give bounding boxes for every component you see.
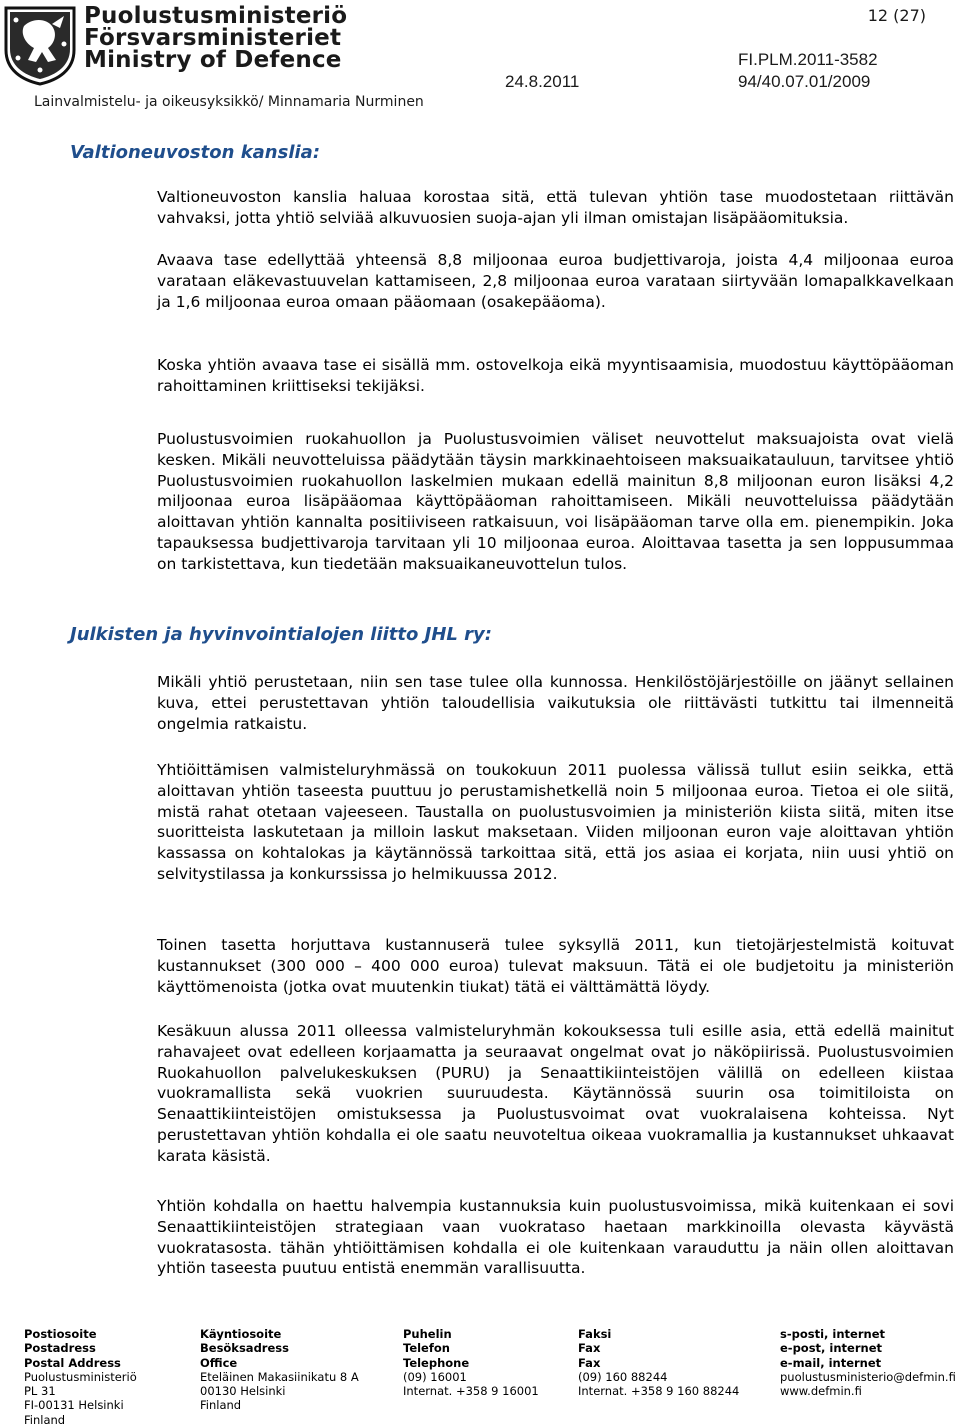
- footer-fax: Faksi Fax Fax (09) 160 88244 Internat. +358 9 160 88244: [578, 1327, 740, 1399]
- paragraph: Valtioneuvoston kanslia haluaa korostaa sitä, että tulevan yhtiön tase muodostetaan riittävän vahvaksi, jotta yhtiö selviää alkuvuosien suoja-ajan yli ilman omistajan lisäpääomituksia.: [157, 188, 954, 227]
- document-date: 24.8.2011: [505, 72, 580, 91]
- ministry-name-fi: Puolustusministeriö: [84, 3, 348, 29]
- ministry-name-sv: Försvarsministeriet: [84, 25, 342, 51]
- footer-website-link[interactable]: www.defmin.fi: [780, 1384, 862, 1399]
- paragraph: Kesäkuun alussa 2011 olleessa valmisteluryhmän kokouksessa tuli esille asia, että edellä mainitut rahavajeet ovat edelleen korjaamatta ja seuraavat ongelmat ovat jo näköpiirissä. Puolustusvoimien Ruokahuollon palvelukeskuksen (PURU) ja Senaattikiinteistöjen välillä on edelleen kiistaa vuokramallista sekä vuokrien suuruudesta. Käytännössä suurin osa toimitiloista on Senaattikiinteistöjen omistuksessa ja Puolustusvoimat ovat vuokralaisena kohteissa. Nyt perustettavan yhtiön kohdalla ei ole saatu neuvoteltua oikeaa vuokramallia ja kustannukset uhkaavat karata käsistä.: [157, 1022, 954, 1165]
- footer-visiting-address: Käyntiosoite Besöksadress Office Eteläinen Makasiinikatu 8 A 00130 Helsinki Finland: [200, 1327, 359, 1413]
- page-number: 12 (27): [867, 6, 926, 25]
- paragraph: Avaava tase edellyttää yhteensä 8,8 miljoonaa euroa budjettivaroja, joista 4,4 miljoonaa euroa varataan eläkevastuuvelan kattamiseen, 2,8 miljoonaa euroa varataan siirtyvään lomapalkkavelkaan ja 1,6 miljoonaa euroa omaan pääomaan (osakepääoma).: [157, 251, 954, 311]
- coat-of-arms-logo: [2, 4, 78, 86]
- paragraph: Mikäli yhtiö perustetaan, niin sen tase tulee olla kunnossa. Henkilöstöjärjestöille on jäänyt sellainen kuva, ettei perustettavan yhtiön taloudellisia vaikutuksia ole riittävästi tutkittu tai ilmenneitä ongelmia ratkaistu.: [157, 673, 954, 733]
- section-heading: Valtioneuvoston kanslia:: [70, 142, 321, 163]
- department-author: Lainvalmistelu- ja oikeusyksikkö/ Minnamaria Nurminen: [34, 94, 424, 110]
- paragraph: Toinen tasetta horjuttava kustannuserä tulee syksyllä 2011, kun tietojärjestelmistä koituvat kustannukset (300 000 – 400 000 euroa) tulevat maksuun. Tätä ei ole budjetoitu ja ministeriön käyttömenoista (jotka ovat muutenkin tiukat) tätä ei välttämättä löydy.: [157, 936, 954, 996]
- footer-telephone: Puhelin Telefon Telephone (09) 16001 Internat. +358 9 16001: [403, 1327, 539, 1399]
- footer-postal-address: Postiosoite Postadress Postal Address Puolustusministeriö PL 31 FI-00131 Helsinki Finland: [24, 1327, 137, 1427]
- lion-emblem-icon: [2, 4, 78, 86]
- section-heading: Julkisten ja hyvinvointialojen liitto JHL ry:: [70, 624, 492, 645]
- footer-email-internet: s-posti, internet e-post, internet e-mail, internet puolustusministerio@defmin.fi www.defmin.fi: [780, 1327, 956, 1399]
- case-number: 94/40.07.01/2009: [738, 72, 871, 91]
- paragraph: Puolustusvoimien ruokahuollon ja Puolustusvoimien väliset neuvottelut maksuajoista ovat vielä kesken. Mikäli neuvotteluissa päädytään täysin markkinaehtoiseen maksuaikatauluun, tarvitsee yhtiö Puolustusvoimien ruokahuollon laskelmien mukaan edellä mainitun 8,8 miljoonan euron lisäksi 4,2 miljoonaa euroa lisäpääomaa käyttöpääoman rahoittamiseen. Mikäli neuvotteluissa päädytään aloittavan yhtiön kannalta positiiviseen ratkaisuun, voi lisäpääoman tarve olla em. pienempikin. Joka tapauksessa budjettivaroja tarvitaan yli 10 miljoonaa euroa. Aloittavaa tasetta ja sen loppusummaa on tarkistettava, kun tiedetään maksuaikaneuvottelun tulos.: [157, 430, 954, 573]
- footer-email-link[interactable]: puolustusministerio@defmin.fi: [780, 1369, 956, 1384]
- paragraph: Yhtiön kohdalla on haettu halvempia kustannuksia kuin puolustusvoimissa, mikä kuitenkaan ei sovi Senaattikiinteistöjen strategiaan vaan vuokrataso haetaan markkinoilla olevasta käyvästä vuokratasosta. tähän yhtiöittämisen kohdalla ei ole kuitenkaan varauduttu ja näin ollen aloittavan yhtiön taseesta puutuu entistä enemmän varallisuutta.: [157, 1197, 954, 1278]
- page-footer: [0, 1327, 960, 1427]
- paragraph: Yhtiöittämisen valmisteluryhmässä on toukokuun 2011 puolessa välissä tullut esiin seikka, että aloittavan yhtiön taseesta puuttuu jo perustamishetkellä noin 5 miljoonaa euroa. Tietoa ei ole siitä, mistä rahat otetaan vajeeseen. Taustalla on puolustusvoimien ja ministeriön kiista siitä, miten itse suoritteista laskutetaan ja milloin laskut maksetaan. Viiden miljoonan euron vaje aloittavan yhtiön kassassa on kohtalokas ja käytännössä tarkoittaa sitä, että jos asiaa ei korjata, niin uusi yhtiö on selvitystilassa ja konkurssissa jo helmikuussa 2012.: [157, 761, 954, 883]
- paragraph: Koska yhtiön avaava tase ei sisällä mm. ostovelkoja eikä myyntisaamisia, muodostuu käyttöpääoman rahoittaminen kriittiseksi tekijäksi.: [157, 356, 954, 395]
- ministry-name-en: Ministry of Defence: [84, 47, 342, 73]
- document-reference: FI.PLM.2011-3582: [738, 50, 878, 69]
